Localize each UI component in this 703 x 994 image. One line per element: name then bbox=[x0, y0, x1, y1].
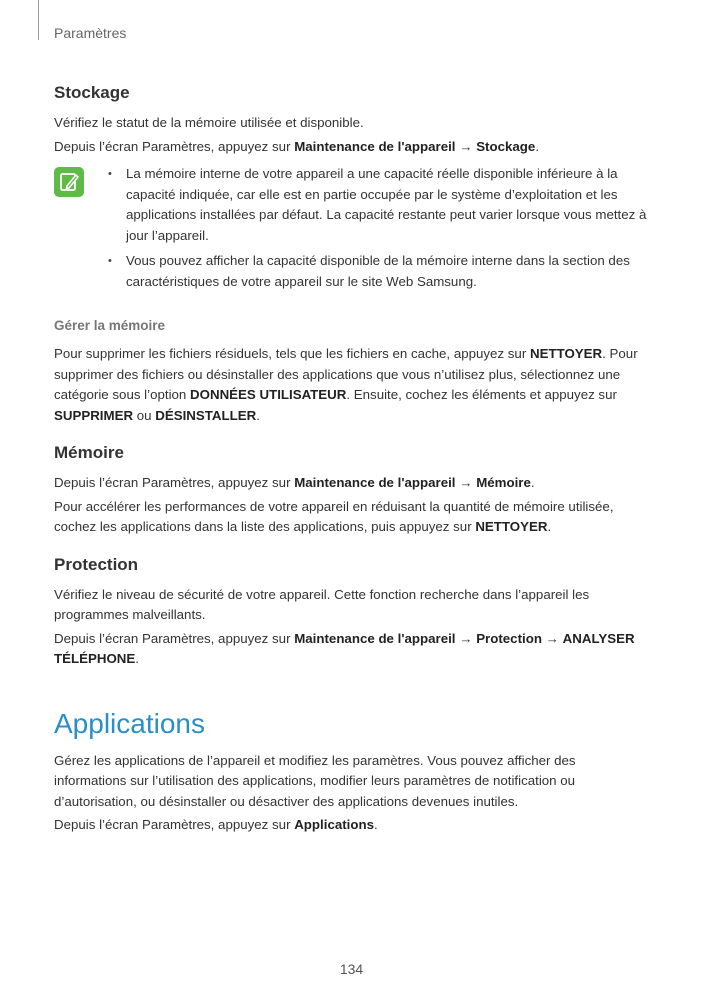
stockage-intro: Vérifiez le statut de la mémoire utilisée et disponible. bbox=[54, 115, 364, 130]
stockage-path: Depuis l’écran Paramètres, appuyez sur Maintenance de l'appareil → Stockage. bbox=[54, 138, 540, 154]
note-item: • Vous pouvez afficher la capacité disponible de la mémoire interne dans la section des caractéristiques de votre appareil sur le site Web Samsung. bbox=[108, 253, 630, 289]
protection-path: Depuis l’écran Paramètres, appuyez sur Maintenance de l'appareil → Protection → ANALYSER TÉLÉPHONE. bbox=[54, 630, 635, 666]
note-block bbox=[54, 164, 650, 297]
menu-stockage: Stockage bbox=[476, 138, 536, 154]
menu-maintenance: Maintenance de l'appareil bbox=[294, 138, 456, 154]
header-divider bbox=[38, 0, 39, 40]
section-stockage bbox=[54, 82, 650, 426]
protection-intro: Vérifiez le niveau de sécurité de votre appareil. Cette fonction recherche dans l’appareil les programmes malveillants. bbox=[54, 586, 590, 622]
note-item: • La mémoire interne de votre appareil a une capacité réelle disponible inférieure à la capacité indiquée, car elle est en partie occupée par le système d’exploitation et les applications installées par défaut. La capacité restante peut varier lorsque vous mettez à jour l’appareil. bbox=[108, 166, 647, 243]
chapter-title-applications: Applications bbox=[54, 707, 205, 739]
section-protection bbox=[54, 554, 650, 670]
section-title-stockage: Stockage bbox=[54, 83, 130, 102]
pencil-note-icon bbox=[54, 167, 84, 197]
section-memoire bbox=[54, 442, 650, 538]
memoire-text: Pour accélérer les performances de votre appareil en réduisant la quantité de mémoire utilisée, cochez les applications dans la liste des applications, puis appuyez sur NETTOYER. bbox=[54, 498, 614, 534]
page-number: 134 bbox=[339, 961, 364, 977]
gerer-text: Pour supprimer les fichiers résiduels, tels que les fichiers en cache, appuyez sur NETTOYER. Pour supprimer des fichiers ou désinstaller des applications que vous n’utilisez plus, sélectionnez une catégorie sous l’option DONNÉES UTILISATEUR. Ensuite, cochez les éléments et appuyez sur SUPPRIMER ou DÉSINSTALLER. bbox=[54, 346, 638, 423]
note-list bbox=[108, 164, 650, 297]
section-title-protection: Protection bbox=[54, 554, 139, 574]
page-header: Paramètres bbox=[54, 25, 127, 41]
applications-intro: Gérez les applications de l’appareil et modifiez les paramètres. Vous pouvez afficher des informations sur l’utilisation des applications, modifier leurs paramètres de notification ou d’autorisation, ou désinstaller ou désactiver des applications devenues inutiles. bbox=[54, 752, 576, 809]
subsection-title-gerer: Gérer la mémoire bbox=[54, 318, 166, 333]
memoire-path: Depuis l’écran Paramètres, appuyez sur Maintenance de l'appareil → Mémoire. bbox=[54, 475, 535, 490]
page-content bbox=[54, 82, 650, 839]
section-title-memoire: Mémoire bbox=[54, 443, 124, 462]
applications-path: Depuis l’écran Paramètres, appuyez sur Applications. bbox=[54, 817, 378, 832]
